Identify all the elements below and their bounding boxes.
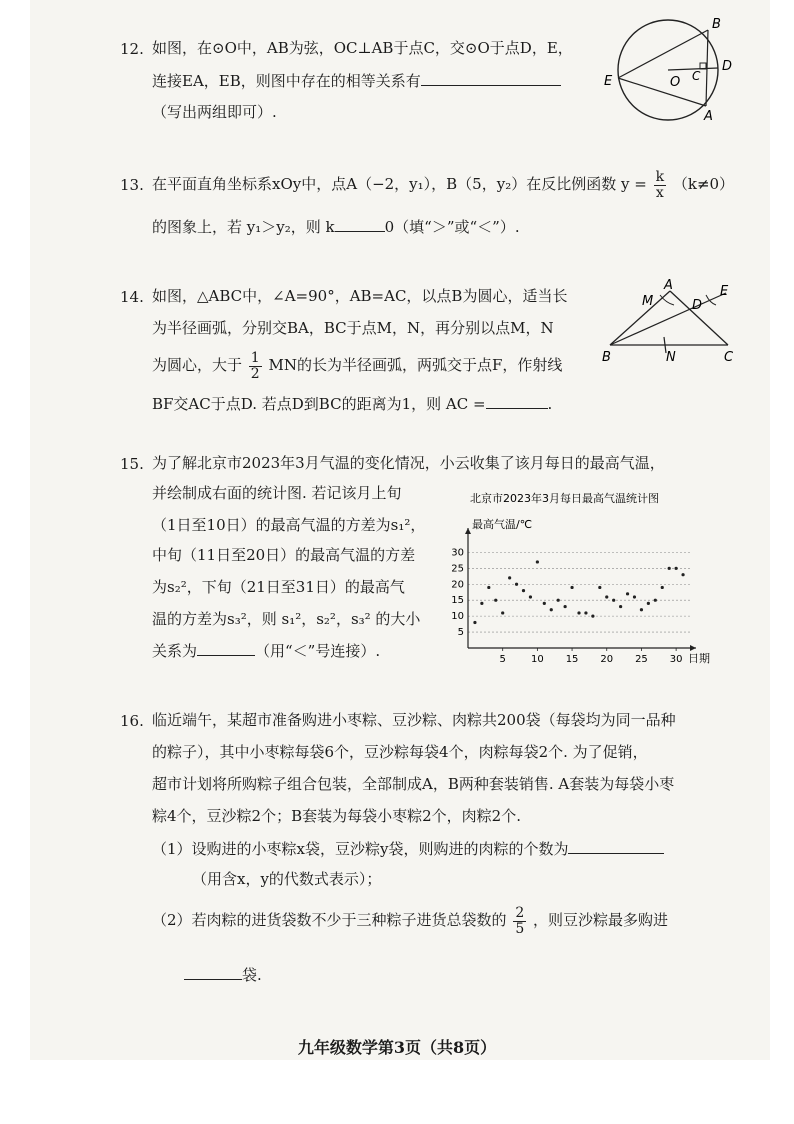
q15-line1: 为了解北京市2023年3月气温的变化情况，小云收集了该月每日的最高气温， — [152, 454, 665, 472]
q12-line2-text: 连接EA，EB，则图中存在的相等关系有 — [152, 72, 421, 90]
q14-line4 — [152, 389, 552, 420]
q12-label-e: E — [604, 74, 613, 89]
x-tick-label: 20 — [600, 654, 614, 665]
q14-line3-a: 为圆心，大于 — [152, 356, 243, 374]
data-point — [654, 599, 657, 602]
q14-number: 14. — [120, 288, 144, 306]
q14-line2: 为半径画弧，分别交BA，BC于点M，N，再分别以点M，N — [152, 319, 554, 337]
data-point — [619, 605, 622, 608]
q16-sub1-note: （用含x，y的代数式表示）； — [192, 870, 382, 888]
data-point — [501, 611, 504, 614]
q13-fraction — [654, 170, 666, 201]
q16-sub1-text: （1）设购进的小枣粽x袋，豆沙粽y袋，则购进的肉粽的个数为 — [152, 840, 569, 858]
q16-frac-numerator: 2 — [515, 904, 525, 921]
q16-sub2-c: 袋. — [242, 966, 262, 984]
data-point — [640, 608, 643, 611]
data-point — [480, 602, 483, 605]
chart-title: 北京市2023年3月每日最高气温统计图 — [470, 492, 659, 505]
q12-line1: 如图，在⊙O中，AB为弦，OC⊥AB于点C，交⊙O于点D，E， — [152, 39, 573, 57]
data-point — [515, 583, 518, 586]
data-point — [473, 621, 476, 624]
q16-sub2-answer-blank[interactable] — [184, 963, 242, 980]
q14-label-a: A — [664, 278, 673, 293]
q15-number: 15. — [120, 455, 144, 473]
q14-label-m: M — [642, 294, 654, 309]
q14-label-n: N — [666, 350, 676, 365]
data-point — [681, 573, 684, 576]
q14-line4-text: BF交AC于点D. 若点D到BC的距离为1，则 AC = — [152, 395, 486, 413]
q13-frac-numerator: k — [655, 168, 665, 185]
q12-label-b: B — [712, 17, 721, 32]
q15-line7-a: 关系为 — [152, 642, 198, 660]
temperature-scatter-chart — [450, 488, 718, 674]
y-tick-label: 15 — [451, 595, 464, 607]
page-footer: 九年级数学第3页（共8页） — [297, 1038, 497, 1057]
q14-line3 — [152, 345, 562, 385]
y-axis-arrow — [465, 528, 471, 534]
q15-line5: 为s₂²，下旬（21日至31日）的最高气 — [152, 578, 405, 596]
q14-line4-end: . — [547, 395, 553, 413]
x-tick-label: 5 — [499, 654, 506, 665]
data-point — [570, 586, 573, 589]
chart-ylabel: 最高气温/℃ — [472, 518, 533, 531]
q14-line3-b: MN的长为半径画弧，两弧交于点F，作射线 — [268, 356, 563, 374]
y-tick-label: 5 — [457, 627, 464, 639]
q16-sub2 — [152, 900, 668, 940]
data-point — [661, 586, 664, 589]
data-point — [577, 611, 580, 614]
q12-circle-figure — [598, 10, 748, 125]
q14-label-c: C — [724, 350, 734, 365]
q13-frac-denominator: x — [655, 184, 664, 201]
data-point — [584, 611, 587, 614]
q15-line2: 并绘制成右面的统计图. 若记该月上旬 — [152, 484, 402, 502]
x-tick-label: 30 — [669, 654, 683, 665]
data-point — [647, 602, 650, 605]
data-point — [487, 586, 490, 589]
q13-line1 — [152, 164, 734, 204]
q14-answer-blank[interactable] — [486, 392, 548, 409]
q12-label-a: A — [704, 109, 713, 124]
data-point — [550, 608, 553, 611]
q16-sub1-answer-blank[interactable] — [568, 837, 664, 854]
y-tick-label: 20 — [451, 579, 464, 591]
q16-sub2-answer-line — [184, 960, 262, 991]
y-tick-label: 25 — [451, 563, 464, 575]
q12-label-o: O — [670, 75, 681, 90]
q16-line3: 超市计划将所购粽子组合包装，全部制成A，B两种套装销售. A套装为每袋小枣 — [152, 775, 675, 793]
q16-line4: 粽4个，豆沙粽2个；B套装为每袋小枣粽2个，肉粽2个. — [152, 807, 521, 825]
q14-label-b: B — [602, 350, 611, 365]
data-point — [564, 605, 567, 608]
y-tick-label: 10 — [451, 611, 464, 623]
q13-line2 — [152, 212, 520, 243]
q14-triangle-figure — [600, 275, 750, 370]
q13-line2-a: 的图象上，若 y₁＞y₂，则 k — [152, 218, 335, 236]
data-point — [591, 615, 594, 618]
q16-frac-denominator: 5 — [515, 920, 525, 937]
q14-label-e: E — [720, 284, 729, 299]
q14-label-d: D — [692, 298, 703, 313]
x-tick-label: 10 — [531, 654, 544, 665]
data-point — [626, 592, 629, 595]
q16-number: 16. — [120, 712, 144, 730]
q14-fraction — [249, 351, 262, 382]
q13-number: 13. — [120, 176, 144, 194]
x-tick-label: 25 — [635, 654, 648, 665]
q13-line1-text: 在平面直角坐标系xOy中，点A（−2，y₁），B（5，y₂）在反比例函数 y = — [152, 175, 647, 193]
data-point — [633, 595, 636, 598]
q16-sub1 — [152, 834, 664, 865]
q15-line6: 温的方差为s₃²，则 s₁²，s₂²，s₃² 的大小 — [152, 610, 421, 628]
q12-line3: （写出两组即可）. — [152, 103, 277, 121]
data-point — [529, 595, 532, 598]
q12-number: 12. — [120, 40, 144, 58]
chart-xlabel: 日期 — [688, 652, 710, 665]
q16-line1: 临近端午，某超市准备购进小枣粽、豆沙粽、肉粽共200袋（每袋均为同一品种 — [152, 711, 676, 729]
data-point — [598, 586, 601, 589]
q12-label-d: D — [722, 59, 733, 74]
q16-sub2-a: （2）若肉粽的进货袋数不少于三种粽子进货总袋数的 — [152, 911, 507, 929]
q15-answer-blank[interactable] — [197, 639, 255, 656]
data-point — [536, 560, 539, 563]
data-point — [612, 599, 615, 602]
x-tick-label: 15 — [565, 654, 579, 665]
x-axis-arrow — [690, 645, 696, 651]
q15-line4: 中旬（11日至20日）的最高气温的方差 — [152, 546, 416, 564]
q14-frac-numerator: 1 — [250, 349, 260, 366]
y-tick-label: 30 — [451, 547, 464, 559]
data-point — [543, 602, 546, 605]
q14-line1: 如图，△ABC中，∠A=90°，AB=AC，以点B为圆心，适当长 — [152, 287, 568, 305]
q15-line7-b: （用“＜”号连接）. — [255, 642, 381, 660]
q14-frac-denominator: 2 — [250, 365, 260, 382]
data-point — [557, 599, 560, 602]
data-point — [675, 567, 678, 570]
q13-answer-blank[interactable] — [335, 215, 385, 232]
q12-answer-blank[interactable] — [421, 69, 561, 86]
data-point — [522, 589, 525, 592]
q15-line3: （1日至10日）的最高气温的方差为s₁²， — [152, 516, 426, 534]
data-point — [668, 567, 671, 570]
data-point — [494, 599, 497, 602]
data-point — [605, 595, 608, 598]
q13-line2-b: 0（填“＞”或“＜”）. — [384, 218, 520, 236]
q16-sub2-b: ，则豆沙粽最多购进 — [533, 911, 669, 929]
q12-line2 — [152, 66, 561, 97]
q12-label-c: C — [692, 69, 701, 83]
q13-line1-tail: （k≠0） — [672, 175, 735, 193]
data-point — [508, 576, 511, 579]
q16-fraction — [513, 906, 526, 937]
q16-line2: 的粽子），其中小枣粽每袋6个，豆沙粽每袋4个，肉粽每袋2个. 为了促销， — [152, 743, 648, 761]
q15-line7 — [152, 636, 380, 667]
